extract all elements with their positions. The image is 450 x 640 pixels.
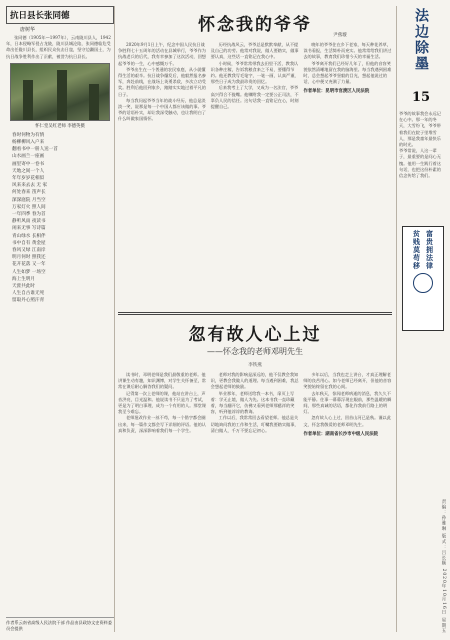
article1-col2-b: 小时候，爷爷常常带我去田里干活，教我认识各种庄稼，告诉我粮食来之不易，要懂得节约。他还教我写毛笔字，一笔一画，认真严谨，那些日子成为我最珍贵的回忆。 xyxy=(210,60,299,85)
poem-line: 山水画兰一座画 xyxy=(12,154,45,160)
poem-line: 人生如梦 一场空 xyxy=(12,269,46,275)
left-column xyxy=(6,6,115,632)
poem-line: 画里寄中一卷书 xyxy=(12,161,45,167)
poem-line: 翻看书中一册人送一首 xyxy=(12,147,58,153)
article2-col3-b: 去年秋天，惊闻老师病逝的消息，我久久不能平静。往事一幕幕浮现在眼前，那些温暖的瞬间，那些真诚的话语，都化作我前行路上的明灯。 xyxy=(303,390,392,415)
page-number: 15 xyxy=(411,90,431,105)
article1-col2-c: 后来我考上了大学，又成为一名法官，爷爷高兴得合不拢嘴。他嘱咐我一定要公正司法，不辜负人民的信任。这句话我一直铭记在心，时刻提醒自己。 xyxy=(210,85,299,110)
poem-block xyxy=(6,132,114,305)
seal-icon xyxy=(413,273,433,293)
poem-line: 深深庭院 月当空 xyxy=(12,197,46,203)
article2-col1-b: 记得第一次上老师的课，他站在讲台上，声音洪亮，目光温和。他说读书不只是为了考试，更是为了明白事理，成为一个有用的人。那堂课我至今难忘。 xyxy=(118,390,206,415)
article1-col3: 晚年的爷爷住在乡下老家，每天种花养草，读书看报，生活简朴而充实。他常常给我们讲过去的故事，教育我们珍惜今天的幸福生活。 xyxy=(303,42,392,60)
article2-col2-b: 毕业那年，老师送给我一本书，扉页上写着：学无止境，做人为先。这本书我一直珍藏着，每当翻开它，仿佛又看到老师那慈祥的笑容，听到他谆谆的教诲。 xyxy=(210,390,295,415)
poem-line: 静听风雨 夜读书 xyxy=(12,219,46,225)
poem-line: 春时何物为有情 xyxy=(12,132,45,138)
article2-col1-c: 老师批改作业一丝不苟，每一个错字都会圈出来，每一篇作文都会写下详细的评语。他的认真和负责，深深影响着我们每一个学生。 xyxy=(118,415,206,433)
left-article-title: 抗日县长张同德 xyxy=(6,6,114,24)
poem-line: 花开花落 又一年 xyxy=(12,262,46,268)
article1-body xyxy=(118,42,392,123)
article2-col3-c: 忽有故人心上过，回首山河已是秋。谨以此文，怀念我敬爱的老师邓明先生。 xyxy=(303,415,391,427)
poem-line: 年年岁岁花相似 xyxy=(12,176,45,182)
poem-line: 一年四季 春为首 xyxy=(12,212,46,218)
right-text: 爷爷的故事我会永远记在心中。那一年的冬天，大雪纷飞，爷爷带着我们在院子里堆雪人，那是我童年最快乐的时光。 xyxy=(399,111,441,148)
poem-line: 春风又绿 江南岸 xyxy=(12,248,46,254)
article2-author: 李铁燕 xyxy=(248,363,262,368)
left-article-text: 张同德（1905年—1997年），云南陇川县人，1942年，日本侵略军侵占龙陵，陇川县城沦陷，张同德临危受命出任陇川县长，组织民众抗击日寇，坚守边疆国土，为抗日战争胜利作出了贡献，被誉为抗日县长。 xyxy=(6,35,111,59)
article2-col1: 读书时，邓明老师是我们最敬重的老师。他讲课生动有趣，知识渊博，对学生关怀备至，常常在课后耐心解答我们的疑问。 xyxy=(118,372,206,390)
poem-line: 风来来去去 无 家 xyxy=(12,183,48,189)
article2-col2: 老师对我的影响是深远的，他不仅教会我知识，更教会我做人的道理。每当遇到困难，我总会想起老师的鼓励。 xyxy=(210,372,299,390)
article2-col3: 多年以后，当我也走上讲台，才真正理解老师的良苦用心。如今老师已经离开，但他的音容笑貌始终留在我的心间。 xyxy=(303,372,392,390)
left-article-author: 唐树华 xyxy=(20,27,36,33)
poem-line: 青山绿水 长相伴 xyxy=(12,233,46,239)
page-footer: 责编：孙雅琳 版式：吕长顺 2020年10月16日 星期五 xyxy=(441,499,446,634)
article2-footer: 作者单位：湖南省长沙市中级人民法院 xyxy=(303,431,378,437)
left-photo xyxy=(10,63,110,121)
right-text-b: 爷爷常说，人这一辈子，最重要的是问心无愧。他用一生践行着这句话，也把这份朴素的信念传给了我们。 xyxy=(399,148,441,179)
poem-line: 明月何时 照我还 xyxy=(12,255,46,261)
left-footer: 作者系云南省高级人民法院干部 作品由县政协文史资料委员会提供 xyxy=(6,617,114,632)
article1-headline: 怀念我的爷爷 xyxy=(198,15,312,35)
article2-headline: 忽有故人心上过 xyxy=(188,325,322,345)
article1-col3-b: 爷爷离开我们已经好几年了，但他的音容笑貌依然清晰地留在我的脑海里。每当我遇到困难时，总会想起爷爷坚毅的目光，想起他说过的话，心中便又充满了力量。 xyxy=(303,60,392,85)
article2-subhead: ——怀念我的老师邓明先生 xyxy=(207,347,303,356)
motto-line-1: 富贵拥法律 xyxy=(425,230,435,270)
poem-line: 留取丹心照汗青 xyxy=(12,298,45,304)
poem-line: 天涯共此时 xyxy=(12,284,35,290)
article1-author: 尹燕璇 xyxy=(333,33,347,38)
article1-footer: 作者单位：昆明市官渡区人民法院 xyxy=(303,89,370,95)
article1-col1: 2020年9月1日上午，纪念中国人民抗日战争胜利七十五周年的活动在县城举行，爷爷作为抗战老兵的后代，我有幸参加了这次活动，回想起爷爷的一生，心中感慨万千。 xyxy=(118,42,206,66)
section-masthead: 法边除墨 xyxy=(413,8,429,72)
motto-line-2: 贫贱莫苟移 xyxy=(412,230,422,270)
poem-line: 闲来无事 写诗篇 xyxy=(12,226,46,232)
poem-line: 何处春来 笛声长 xyxy=(12,190,46,196)
poem-line: 书中自有 黄金屋 xyxy=(12,240,46,246)
article1-col1-b: 爷爷出生在一个普通的农民家庭，从小就懂得生活的艰辛。抗日战争爆发后，他毅然报名参军，奔赴前线，在战场上英勇杀敌，多次立功受奖。胜利后他回到家乡，踏踏实实地过着平凡的日子。 xyxy=(118,66,206,97)
article2-col2-c: 工作以后，我常常回去看望老师。他总是关切地询问我的工作和生活，叮嘱我要踏实做事，清白做人，千万不要忘记初心。 xyxy=(210,415,299,433)
article1-col1-c: 每当我问起爷爷当年的战斗经历，他总是淡淡一笑，说那是每一个中国人都应该做的事。爷爷的话语朴实，却让我深受触动，也让我明白了什么叫做家国情怀。 xyxy=(118,97,206,122)
poem-line: 天地之间一个人 xyxy=(12,168,45,174)
article2-body xyxy=(118,372,392,437)
section-divider xyxy=(118,312,392,315)
article1-col2: 历经抗战风云，爷爷总是默默奉献，从不提及自己的功劳。他常对我说，做人要踏实，做事要认真，这些话一直铭记在我心中。 xyxy=(210,42,299,60)
poem-line: 万家灯火 照人间 xyxy=(12,204,46,210)
poem-line: 杨柳柳风入户来 xyxy=(12,140,45,146)
motto-callout xyxy=(402,226,444,331)
photo-caption: 怀仁堂吴红老师 李德英摄 xyxy=(35,123,85,129)
poem-line: 海上生明月 xyxy=(12,276,35,282)
poem-line: 人生自古谁无死 xyxy=(12,291,45,297)
main-area xyxy=(118,6,392,632)
